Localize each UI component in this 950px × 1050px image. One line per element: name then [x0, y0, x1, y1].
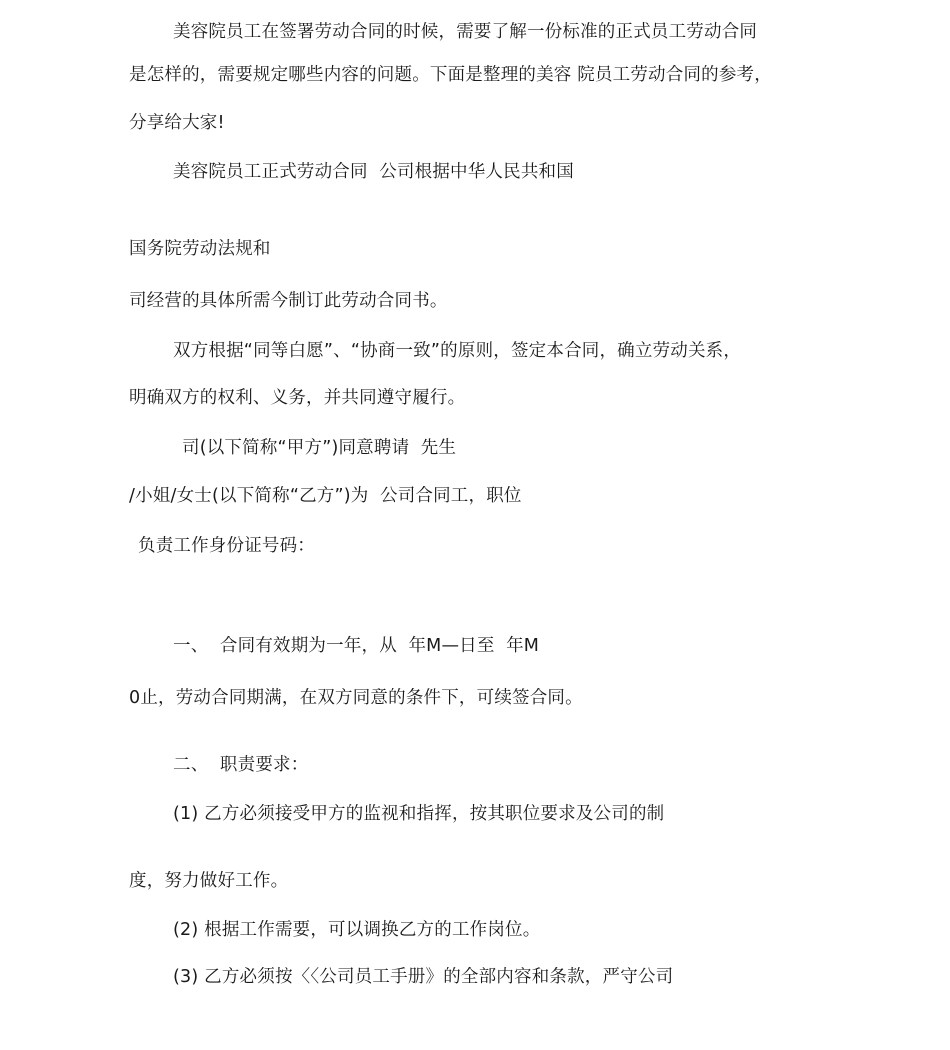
- clause-2-item-1-line-2: 度，努力做好工作。: [129, 871, 289, 891]
- contract-title-line: 美容院员工正式劳动合同 公司根据中华人民共和国: [173, 162, 574, 182]
- paragraph-intro-line-1: 美容院员工在签署劳动合同的时候，需要了解一份标准的正式员工劳动合同: [173, 22, 758, 42]
- clause-1-line-1: 一、 合同有效期为一年，从 年M—日至 年M: [173, 636, 540, 656]
- party-a-line: 司(以下简称“甲方”)同意聘请 先生: [182, 438, 457, 458]
- clause-2-item-1-line-1: (1) 乙方必须接受甲方的监视和指挥，按其职位要求及公司的制: [173, 804, 665, 824]
- principle-line-2: 明确双方的权利、义务，并共同遵守履行。: [129, 388, 466, 408]
- contract-basis-line-2: 司经营的具体所需今制订此劳动合同书。: [129, 291, 448, 311]
- paragraph-intro-line-2: 是怎样的，需要规定哪些内容的问题。下面是整理的美容 院员工劳动合同的参考，: [129, 65, 772, 85]
- clause-1-line-2: 0止，劳动合同期满，在双方同意的条件下，可续签合同。: [129, 688, 583, 708]
- party-b-line: /小姐/女士(以下简称“乙方”)为 公司合同工，职位: [129, 486, 522, 506]
- clause-2-heading: 二、 职责要求：: [173, 755, 309, 775]
- clause-2-item-3: (3) 乙方必须按〈〈公司员工手册》的全部内容和条款，严守公司: [173, 967, 674, 987]
- clause-2-item-2: (2) 根据工作需要，可以调换乙方的工作岗位。: [173, 920, 541, 940]
- paragraph-intro-line-3: 分享给大家!: [129, 113, 225, 133]
- contract-basis-line-1: 国务院劳动法规和: [129, 239, 271, 259]
- principle-line-1: 双方根据“同等白愿”、“协商一致”的原则，签定本合同，确立劳动关系，: [173, 341, 742, 361]
- id-number-line: 负责工作身份证号码：: [138, 536, 315, 556]
